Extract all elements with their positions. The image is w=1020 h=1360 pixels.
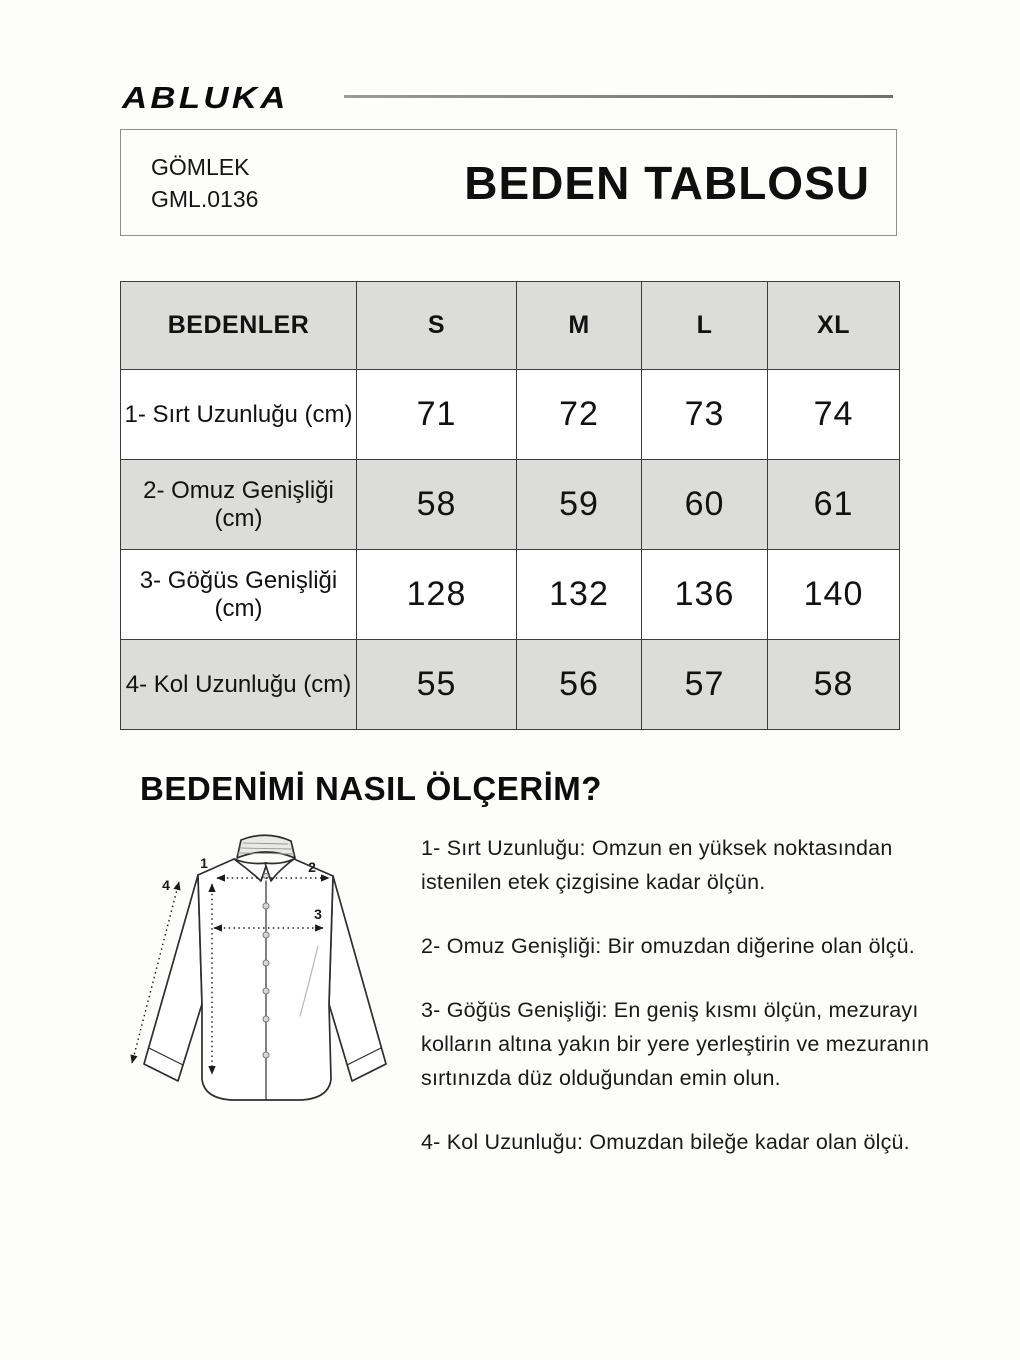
page-title: BEDEN TABLOSU [464, 156, 870, 209]
cell-value: 55 [357, 640, 517, 730]
product-code: GML.0136 [151, 185, 259, 212]
instruction-sleeve-length: 4- Kol Uzunluğu: Omuzdan bileğe kadar olan ölçü. [421, 1130, 910, 1154]
column-header-xl: XL [768, 282, 900, 370]
row-label: 4- Kol Uzunluğu (cm) [121, 640, 357, 730]
table-row [121, 460, 900, 550]
cell-value: 71 [357, 370, 517, 460]
table-header-row [121, 282, 900, 370]
cell-value: 74 [768, 370, 900, 460]
column-header-l: L [642, 282, 768, 370]
instruction-back-length: 1- Sırt Uzunluğu: Omzun en yüksek noktasından istenilen etek çizgisine kadar ölçün. [421, 836, 893, 894]
collar-band [237, 835, 295, 858]
column-header-m: M [517, 282, 642, 370]
table-row [121, 640, 900, 730]
shirt-measurement-diagram [128, 818, 420, 1110]
shirt-outline [144, 835, 386, 1100]
how-to-heading: BEDENİMİ NASIL ÖLÇERİM? [140, 770, 602, 807]
title-box [120, 129, 897, 236]
instruction-chest-width: 3- Göğüs Genişliği: En geniş kısmı ölçün, mezurayı kolların altına yakın bir yere yerleştirin ve mezuranın sırtınızda düz olduğundan emin olun. [421, 998, 930, 1090]
marker-2: 2 [308, 859, 316, 875]
brand-logo: ABLUKA [122, 80, 289, 115]
cell-value: 58 [768, 640, 900, 730]
column-header-bedenler: BEDENLER [121, 282, 357, 370]
marker-4: 4 [162, 877, 170, 893]
column-header-s: S [357, 282, 517, 370]
table-row [121, 370, 900, 460]
cell-value: 60 [642, 460, 768, 550]
size-table [120, 281, 900, 730]
cell-value: 57 [642, 640, 768, 730]
marker-1: 1 [200, 855, 208, 871]
measurement-instructions [421, 831, 933, 1189]
cell-value: 59 [517, 460, 642, 550]
cell-value: 140 [768, 550, 900, 640]
cell-value: 61 [768, 460, 900, 550]
row-label: 1- Sırt Uzunluğu (cm) [121, 370, 357, 460]
cell-value: 128 [357, 550, 517, 640]
cell-value: 132 [517, 550, 642, 640]
row-label: 2- Omuz Genişliği (cm) [121, 460, 357, 550]
product-type: GÖMLEK [151, 153, 250, 180]
row-label: 3- Göğüs Genişliği (cm) [121, 550, 357, 640]
instruction-shoulder-width: 2- Omuz Genişliği: Bir omuzdan diğerine olan ölçü. [421, 934, 915, 958]
cell-value: 58 [357, 460, 517, 550]
brand-rule-line [344, 95, 893, 98]
cell-value: 73 [642, 370, 768, 460]
marker-3: 3 [314, 906, 322, 922]
table-row [121, 550, 900, 640]
product-info [151, 151, 258, 215]
cell-value: 72 [517, 370, 642, 460]
cell-value: 56 [517, 640, 642, 730]
cell-value: 136 [642, 550, 768, 640]
